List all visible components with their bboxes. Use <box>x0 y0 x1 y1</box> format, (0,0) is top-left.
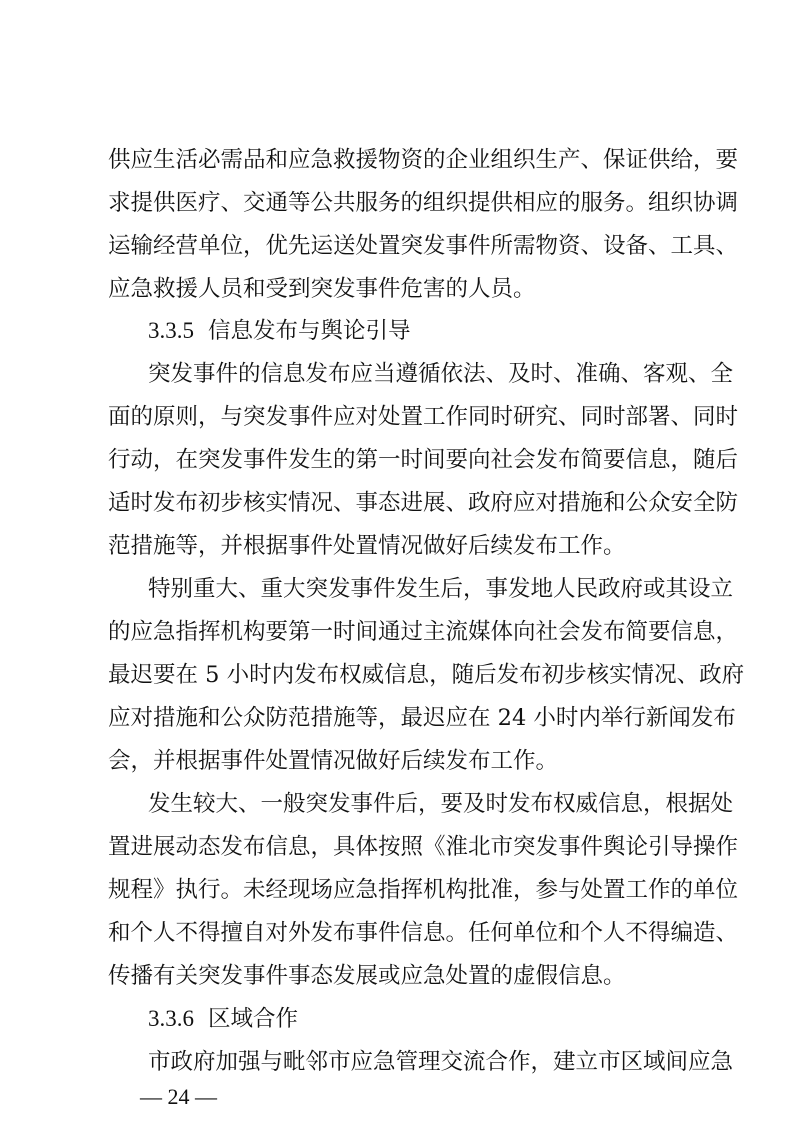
text-line: 规程》执行。未经现场应急指挥机构批准，参与处置工作的单位 <box>108 877 739 903</box>
text-line: 应急救援人员和受到突发事件危害的人员。 <box>108 276 536 302</box>
text-line: 特别重大、重大突发事件发生后，事发地人民政府或其设立 <box>148 576 734 602</box>
text-line: 传播有关突发事件事态发展或应急处置的虚假信息。 <box>108 963 626 989</box>
text-line: 市政府加强与毗邻市应急管理交流合作，建立市区域间应急 <box>148 1049 734 1075</box>
section-title: 区域合作 <box>208 1006 299 1032</box>
text-line: 发生较大、一般突发事件后，要及时发布权威信息，根据处 <box>148 791 734 817</box>
section-title: 信息发布与舆论引导 <box>208 318 411 344</box>
text-line: 范措施等，并根据事件处置情况做好后续发布工作。 <box>108 533 626 559</box>
page-number: — 24 — <box>140 1084 217 1109</box>
text-line: 行动，在突发事件发生的第一时间要向社会发布简要信息，随后 <box>108 447 739 473</box>
text-line: 供应生活必需品和应急救援物资的企业组织生产、保证供给，要 <box>108 147 739 173</box>
text-line: 运输经营单位，优先运送处置突发事件所需物资、设备、工具、 <box>108 233 739 259</box>
section-number: 3.3.6 <box>148 1006 194 1031</box>
text-line: 求提供医疗、交通等公共服务的组织提供相应的服务。组织协调 <box>108 190 739 216</box>
section-heading-3-3-5 <box>148 313 411 349</box>
section-number: 3.3.5 <box>148 318 194 343</box>
text-line: 的应急指挥机构要第一时间通过主流媒体向社会发布简要信息， <box>108 619 739 645</box>
text-line: 会，并根据事件处置情况做好后续发布工作。 <box>108 748 559 774</box>
text-line: 和个人不得擅自对外发布事件信息。任何单位和个人不得编造、 <box>108 920 739 946</box>
text-line: 面的原则，与突发事件应对处置工作同时研究、同时部署、同时 <box>108 404 739 430</box>
text-line: 最迟要在 5 小时内发布权威信息，随后发布初步核实情况、政府 <box>108 662 745 688</box>
text-line: 突发事件的信息发布应当遵循依法、及时、准确、客观、全 <box>148 361 734 387</box>
text-line: 适时发布初步核实情况、事态进展、政府应对措施和公众安全防 <box>108 490 739 516</box>
section-heading-3-3-6 <box>148 1001 298 1037</box>
text-line: 应对措施和公众防范措施等，最迟应在 24 小时内举行新闻发布 <box>108 705 736 731</box>
text-line: 置进展动态发布信息，具体按照《淮北市突发事件舆论引导操作 <box>108 834 739 860</box>
